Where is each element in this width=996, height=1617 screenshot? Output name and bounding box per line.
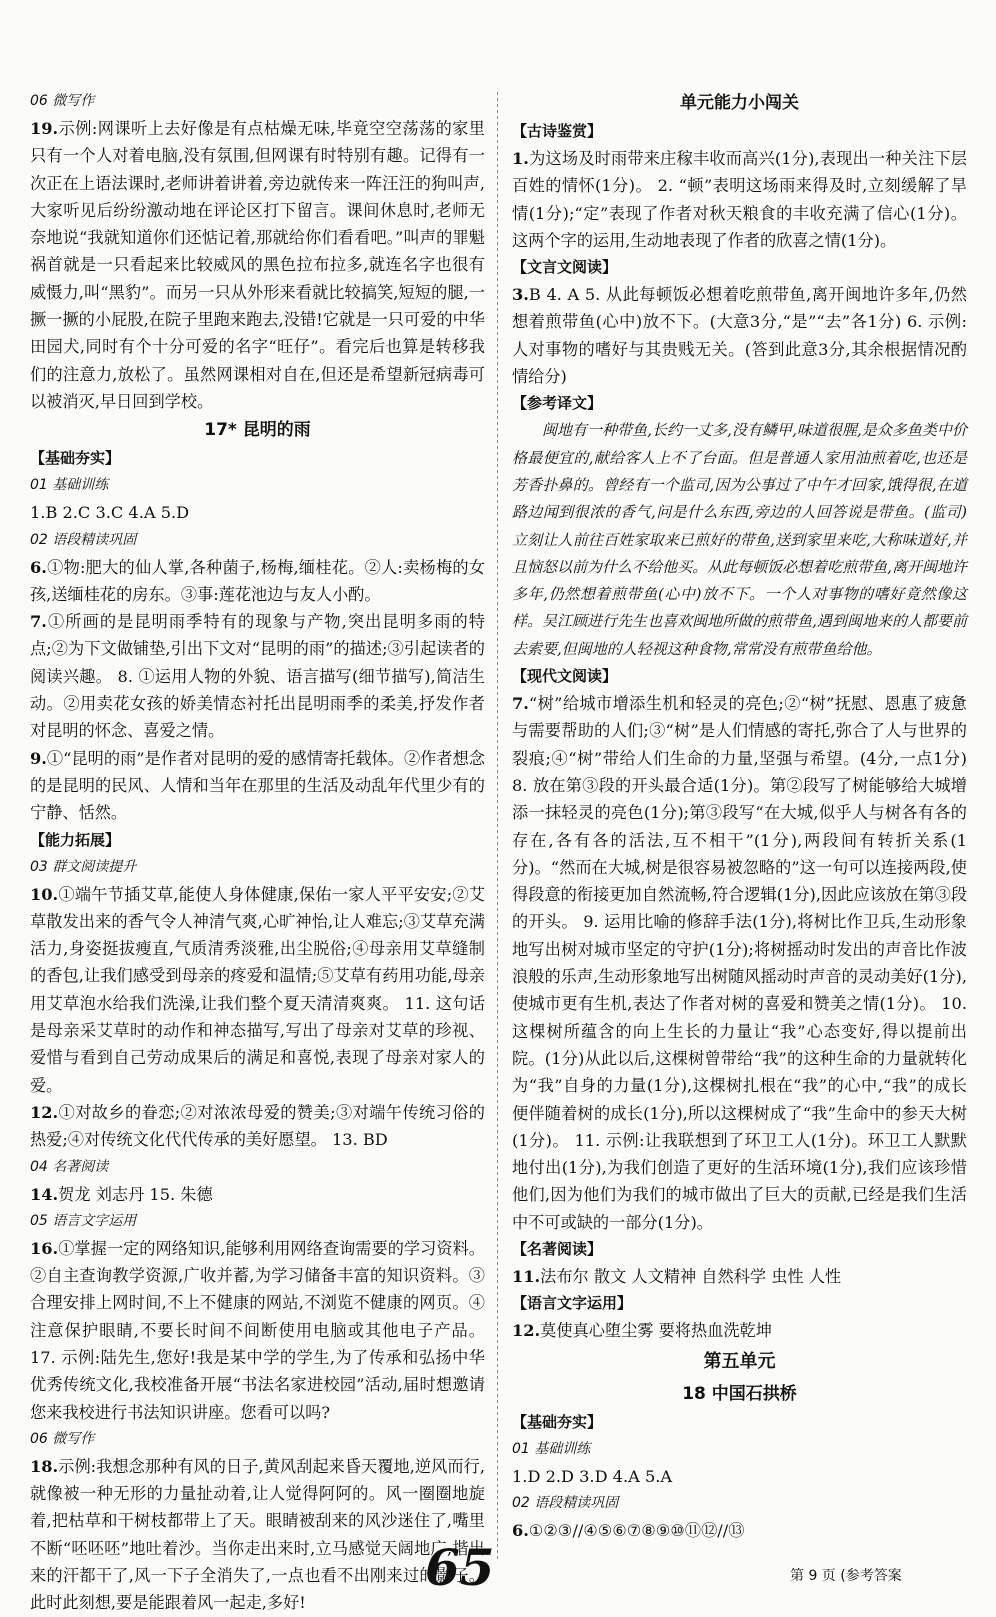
answer-paragraph [30,881,485,1099]
answer-text: ①物:肥大的仙人掌,各种菌子,杨梅,缅桂花。②人:卖杨梅的女孩,送缅桂花的房东。③事:莲花池边与友人小酌。 [30,557,485,604]
answer-text: 1.B 2.C 3.C 4.A 5.D [30,503,190,523]
subsection-label: 02 语段精读巩固 [512,1494,619,1511]
subsection-label: 06 微写作 [30,1430,95,1447]
column-divider [497,92,498,1562]
answer-text: 1.D 2.D 3.D 4.A 5.A [512,1466,673,1486]
answer-paragraph [30,1453,485,1617]
question-number: 7. [512,694,529,714]
lesson-title: 18 中国石拱桥 [682,1383,797,1404]
question-number: 16. [30,1238,59,1258]
subsection-label: 06 微写作 [30,93,95,109]
answer-paragraph [512,1517,967,1544]
answer-paragraph [30,554,485,609]
question-number: 19. [30,119,59,138]
question-number: 7. [30,612,47,632]
question-number: 12. [30,1102,59,1122]
answer-paragraph [512,145,967,254]
answer-text: 示例:我想念那种有风的日子,黄风刮起来昏天覆地,逆风而行,就像被一种无形的力量扯动着,让人觉得阿阿的。风一圈圈地旋着,把枯草和干树枝都带上了天。眼睛被刮来的风沙迷住了,嘴里不断“呸呸呸”地吐着沙。当你走出来时,立马感觉天阔地广,揩出来的汗都干了,风一下子全消失了,一点也看不出刚来过的影子。此时此刻想,要是能跟着风一起走,多好! [30,1456,485,1613]
answer-text: B 4. A 5. 从此每顿饭必想着吃煎带鱼,离开闽地许多年,仍然想着煎带鱼(心中)放不下。(大意3分,“是”“去”各1分) 6. 示例:人对事物的嗜好与其贵贱无关。(答到此意3分,其余根据情况酌情给分) [512,285,967,387]
answer-paragraph [30,1235,485,1426]
answer-text: ①“昆明的雨”是作者对昆明的爱的感情寄托载体。②作者想念的是昆明的民风、人情和当年在那里的生活及动乱年代里少有的宁静、恬然。 [30,748,485,823]
subsection-label: 03 群文阅读提升 [30,858,137,875]
section-heading: 【基础夯实】 [512,1412,603,1431]
section-heading: 【基础夯实】 [30,449,121,468]
section-heading: 【文言文阅读】 [512,258,618,277]
answer-paragraph [512,1463,967,1490]
left-column [30,88,485,1617]
page-footer-label: 第 9 页 (参考答案 [790,1568,902,1584]
question-number: 6. [512,1520,529,1540]
answer-text: ①所画的是昆明雨季特有的现象与产物,突出昆明多雨的特点;②为下文做铺垫,引出下文对“昆明的雨”的描述;③引起读者的阅读兴趣。 8. ①运用人物的外貌、语言描写(细节描写),简洁生动。②用卖花女孩的娇美情态衬托出昆明雨季的柔美,抒发作者对昆明的怀念、喜爱之情。 [30,612,485,741]
question-number: 18. [30,1456,59,1476]
answer-paragraph [512,1317,967,1344]
question-number: 12. [512,1321,541,1341]
subsection-label: 02 语段精读巩固 [30,531,137,548]
answer-paragraph [30,745,485,827]
answer-paragraph [512,281,967,390]
translation-text: 闽地有一种带鱼,长约一丈多,没有鳞甲,味道很腥,是众多鱼类中价格最便宜的,献给客人上不了台面。但是普通人家用油煎着吃,也还是芳香扑鼻的。曾经有一个监司,因为公事过了中午才回家,饿得很,在道路边闻到很浓的香气,问是什么东西,旁边的人回答说是带鱼。(监司)立刻让人前往百姓家取来已煎好的带鱼,送到家里来吃,大称味道好,并且恼怒以前为什么不给他买。从此每顿饭必想着吃煎带鱼,离开闽地许多年,仍然想着煎带鱼(心中)放不下。一个人对事物的嗜好竟然像这样。吴江顾进行先生也喜欢闽地所做的煎带鱼,遇到闽地来的人都要前去索要,但闽地的人轻视这种食物,常常没有煎带鱼给他。 [512,421,967,658]
subsection-label: 01 基础训练 [512,1440,591,1457]
question-number: 11. [512,1266,541,1286]
page-number: 65 [425,1538,495,1597]
question-number: 10. [30,884,59,904]
answer-paragraph [30,499,485,526]
answer-text: ①对故乡的眷恋;②对浓浓母爱的赞美;③对端午传统习俗的热爱;④对传统文化代代传承的美好愿望。 13. BD [30,1102,485,1150]
question-number: 1. [512,149,529,168]
answer-paragraph [30,115,485,415]
answer-text: 贺龙 刘志丹 15. 朱德 [58,1184,213,1204]
answer-paragraph [512,690,967,1236]
answer-paragraph [30,1099,485,1154]
subsection-label: 01 基础训练 [30,477,109,494]
answer-text: ①掌握一定的网络知识,能够利用网络查询需要的学习资料。②自主查询教学资源,广收并蓄,为学习储备丰富的知识资料。③合理安排上网时间,不上不健康的网站,不浏览不健康的网页。④注意保护眼睛,不要长时间不间断使用电脑或其他电子产品。 17. 示例:陆先生,您好!我是某中学的学生,为了传承和弘扬中华优秀传统文化,我校准备开展“书法名家进校园”活动,届时想邀请您来我校进行书法知识讲座。您看可以吗? [30,1238,485,1422]
subsection-label: 04 名著阅读 [30,1158,109,1175]
lesson-title: 17* 昆明的雨 [204,420,311,441]
subsection-label: 05 语言文字运用 [30,1212,137,1229]
question-number: 14. [30,1184,59,1204]
right-column [512,88,967,1544]
section-heading: 【语言文字运用】 [512,1294,633,1313]
answer-text: “树”给城市增添生机和轻灵的亮色;②“树”抚慰、恩惠了疲惫与需要帮助的人们;③“树”是人们情感的寄托,弥合了人与世界的裂痕;④“树”带给人们生命的力量,坚强与希望。(4分,一点1分) 8. 放在第③段的开头最合适(1分)。第②段写了树能够给大城增添一抹轻灵的亮色(1分);第③段写“在大城,似乎人与树各有各的存在,各有各的活法,互不相干”(1分),两段间有转折关系(1分)。“然而在大城,树是很容易被忽略的”这一句可以连接两段,使得段意的衔接更加自然流畅,符合逻辑(1分),因此应该放在第③段的开头。 9. 运用比喻的修辞手法(1分),将树比作卫兵,生动形象地写出树对城市坚定的守护(1分);将树摇动时发出的声音比作波浪般的乐声,生动形象地写出树随风摇动时声音的灵动美好(1分),使城市更有生机,表达了作者对树的喜爱和赞美之情(1分)。 10. 这棵树所蕴含的向上生长的力量让“我”心态变好,得以提前出院。(1分)从此以后,这棵树曾带给“我”的这种生命的力量就转化为“我”自身的力量(1分),这棵树扎根在“我”的心中,“我”的成长便伴随着树的成长(1分),所以这棵树成了“我”生命中的参天大树(1分)。 11. 示例:让我联想到了环卫工人(1分)。环卫工人默默地付出(1分),为我们创造了更好的生活环境(1分),我们应该珍惜他们,因为他们为我们的城市做出了巨大的贡献,已经是我们生活中不可或缺的一部分(1分)。 [512,694,967,1232]
answer-text: ①端午节插艾草,能使人身体健康,保佑一家人平平安安;②艾草散发出来的香气令人神清气爽,心旷神怡,让人难忘;③艾草充满活力,身姿挺拔瘦直,气质清秀淡雅,出尘脱俗;④母亲用艾草缝制的香包,让我们感受到母亲的疼爱和温情;⑤艾草有药用功能,母亲用艾草泡水给我们洗澡,让我们整个夏天清清爽爽。 11. 这句话是母亲采艾草时的动作和神态描写,写出了母亲对艾草的珍视、爱惜与看到自己劳动成果后的满足和喜悦,表现了母亲对家人的爱。 [30,884,485,1095]
answer-text: ①②③//④⑤⑥⑦⑧⑨⑩⑪⑫//⑬ [528,1520,745,1540]
answer-text: 为这场及时雨带来庄稼丰收而高兴(1分),表现出一种关注下层百姓的情怀(1分)。 2. “顿”表明这场雨来得及时,立刻缓解了旱情(1分);“定”表现了作者对秋天粮食的丰收充满了信心(1分)。这两个字的运用,生动地表现了作者的欣喜之情(1分)。 [512,149,967,250]
answer-paragraph [30,608,485,744]
lesson-title: 单元能力小闯关 [680,93,799,113]
lesson-title: 第五单元 [703,1350,776,1372]
section-heading: 【参考译文】 [512,394,603,413]
answer-paragraph [30,1181,485,1208]
answer-text: 莫使真心堕尘雾 要将热血洗乾坤 [540,1321,772,1341]
answer-text: 示例:网课听上去好像是有点枯燥无味,毕竟空空荡荡的家里只有一个人对着电脑,没有氛围,但网课有时特别有趣。记得有一次正在上语法课时,老师讲着讲着,旁边就传来一阵汪汪的狗叫声,大家听见后纷纷激动地在评论区打下留言。课间休息时,老师无奈地说“我就知道你们还惦记着,那就给你们看看吧。”叫声的罪魁祸首就是一只看起来比较威风的黑色拉布拉多,就连名字也很有威慑力,叫“黑豹”。而另一只从外形来看就比较搞笑,短短的腿,一撅一撅的小屁股,在院子里跑来跑去,没错!它就是一只可爱的中华田园犬,同时有个十分可爱的名字“旺仔”。看完后也算是转移我们的注意力,放松了。虽然网课相对自在,但还是希望新冠病毒可以被消灭,早日回到学校。 [30,119,485,411]
section-heading: 【古诗鉴赏】 [512,122,603,140]
section-heading: 【能力拓展】 [30,830,121,849]
question-number: 9. [30,748,47,768]
question-number: 3. [512,285,529,305]
section-heading: 【名著阅读】 [512,1239,603,1258]
section-heading: 【现代文阅读】 [512,667,618,686]
question-number: 6. [30,557,47,577]
answer-text: 法布尔 散文 人文精神 自然科学 虫性 人性 [540,1266,842,1286]
answer-paragraph [512,1263,967,1290]
